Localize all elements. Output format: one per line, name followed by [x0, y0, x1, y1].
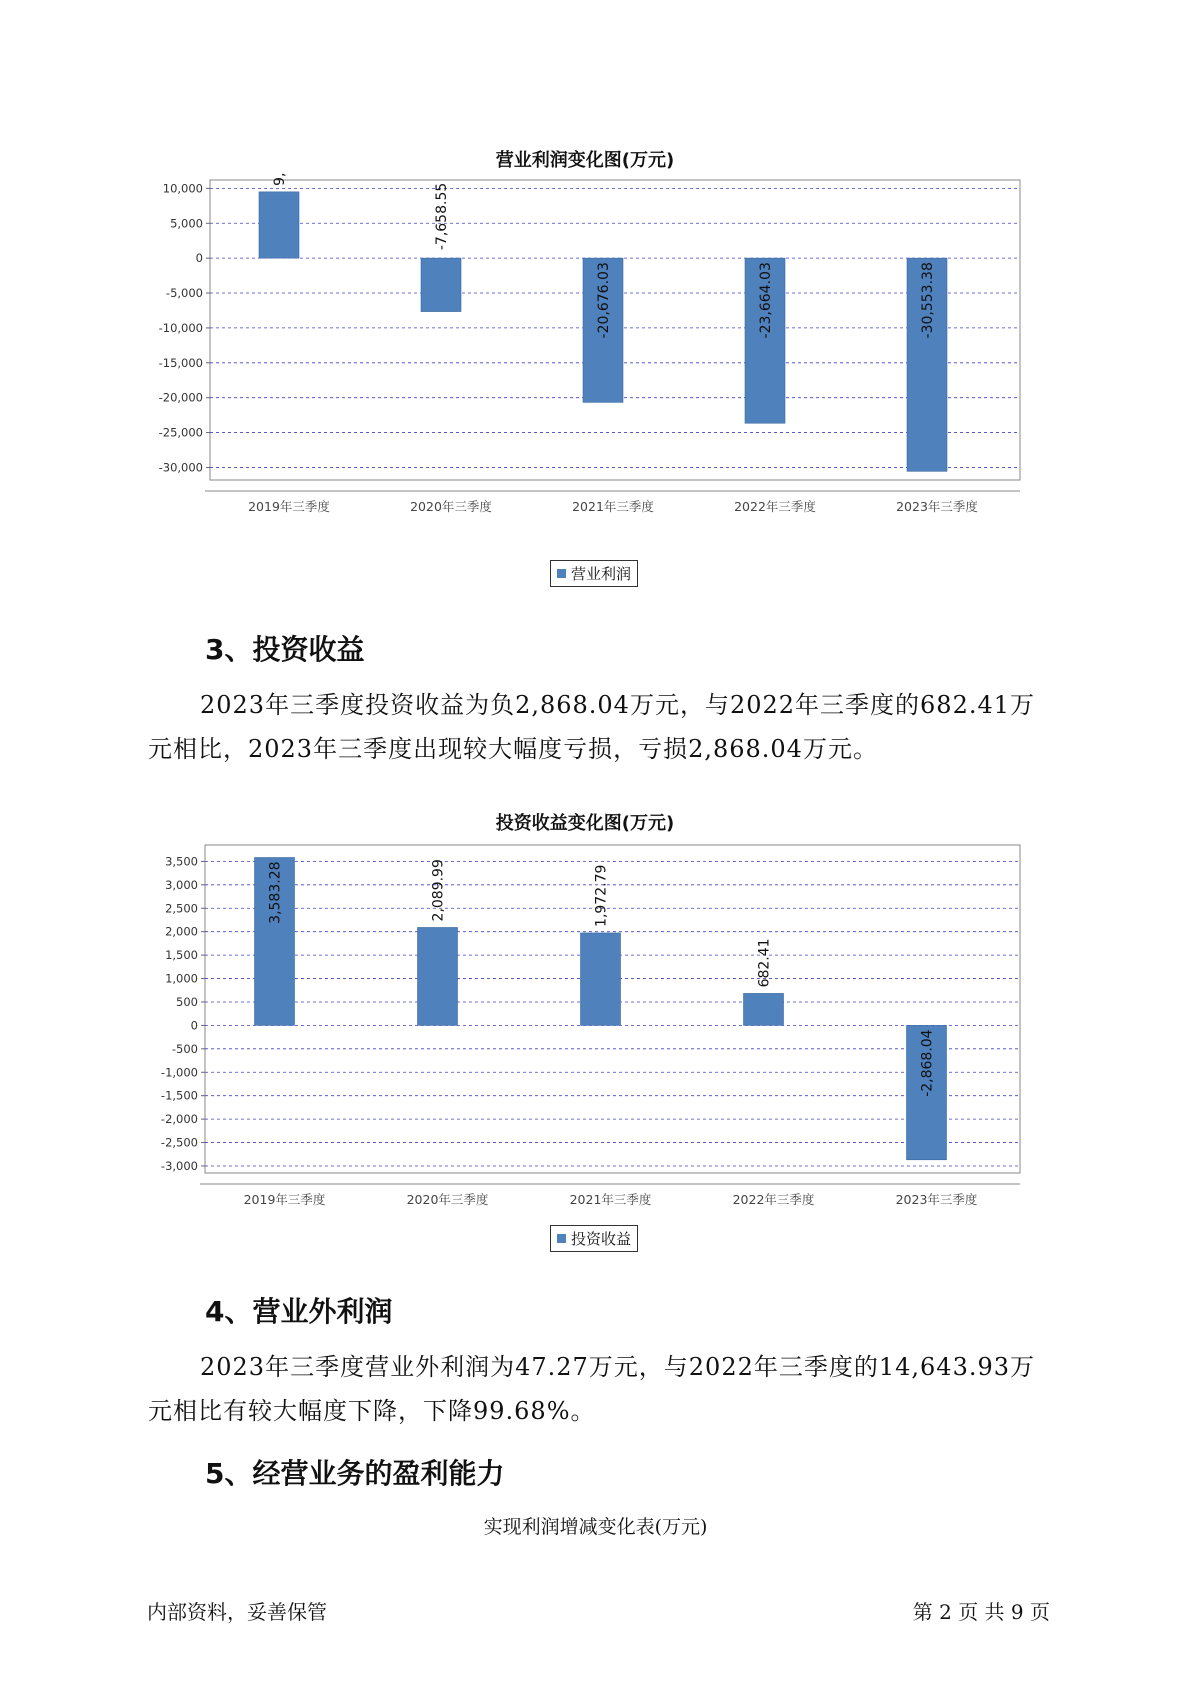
- y-tick-label: -1,000: [160, 1065, 198, 1080]
- bar-value-label: 1,972.79: [593, 864, 610, 927]
- y-tick-label: -15,000: [158, 355, 203, 370]
- bar-value-label: -23,664.03: [758, 262, 774, 339]
- bar-value-label: -20,676.03: [596, 262, 612, 339]
- section-paragraph: [148, 1345, 1048, 1433]
- investment-income-chart-plot: [150, 845, 1020, 1270]
- y-tick-label: 3,000: [165, 877, 198, 892]
- x-tick-label: 2022年三季度: [734, 499, 816, 514]
- chart-title: 营业利润变化图(万元): [495, 150, 675, 171]
- bar-value-label: 9,: [272, 172, 288, 186]
- section-paragraph: [148, 683, 1048, 771]
- table-caption: 实现利润增减变化表(万元): [483, 1516, 708, 1538]
- x-tick-label: 2023年三季度: [896, 499, 978, 514]
- operating-profit-chart-plot: [150, 172, 1020, 600]
- legend-swatch: [557, 1234, 566, 1243]
- y-tick-label: 500: [176, 994, 198, 1009]
- y-tick-label: 5,000: [170, 216, 203, 231]
- footer-page-number: 第 2 页 共 9 页: [912, 1600, 1050, 1624]
- bar-value-label: 682.41: [756, 938, 773, 988]
- chart-legend: [550, 560, 638, 587]
- x-tick-label: 2020年三季度: [406, 1192, 489, 1207]
- paragraph-text: 2023年三季度投资收益为负2,868.04万元，与2022年三季度的682.41万元相比，2023年三季度出现较大幅度亏损，亏损2,868.04万元。: [148, 691, 1036, 763]
- bar-value-label: -7,658.55: [434, 182, 450, 251]
- y-tick-label: 1,000: [165, 971, 198, 986]
- y-tick-label: 0: [195, 251, 203, 266]
- y-tick-label: -2,000: [160, 1112, 198, 1127]
- bar-value-label: -2,868.04: [919, 1029, 936, 1097]
- y-tick-label: -2,500: [160, 1135, 198, 1150]
- footer-left: 内部资料，妥善保管: [147, 1600, 327, 1624]
- y-tick-label: -25,000: [158, 425, 203, 440]
- y-tick-label: -1,500: [160, 1088, 198, 1103]
- bar: [744, 993, 784, 1025]
- operating-profit-chart: [150, 140, 1020, 600]
- y-tick-label: -20,000: [158, 390, 203, 405]
- y-tick-label: 1,500: [165, 948, 198, 963]
- y-tick-label: 2,500: [165, 901, 198, 916]
- x-tick-label: 2019年三季度: [248, 499, 330, 514]
- section-heading: 3、投资收益: [205, 633, 365, 666]
- chart-legend: [550, 1225, 638, 1252]
- y-tick-label: 0: [190, 1018, 198, 1033]
- y-tick-label: -5,000: [165, 286, 203, 301]
- bar-value-label: -30,553.38: [920, 262, 936, 339]
- y-tick-label: 10,000: [162, 181, 203, 196]
- y-tick-label: 2,000: [165, 924, 198, 939]
- y-tick-label: 3,500: [165, 854, 198, 869]
- bar: [259, 192, 299, 258]
- x-tick-label: 2021年三季度: [572, 499, 654, 514]
- legend-label: 营业利润: [571, 565, 632, 583]
- chart-title: 投资收益变化图(万元): [495, 813, 675, 834]
- x-tick-label: 2022年三季度: [732, 1192, 815, 1207]
- bar: [418, 927, 458, 1025]
- y-tick-label: -3,000: [160, 1158, 198, 1173]
- y-tick-label: -10,000: [158, 320, 203, 335]
- bar-value-label: 2,089.99: [430, 859, 447, 922]
- legend-label: 投资收益: [571, 1230, 632, 1248]
- x-tick-label: 2020年三季度: [410, 499, 492, 514]
- x-tick-label: 2021年三季度: [569, 1192, 652, 1207]
- section-heading: 5、经营业务的盈利能力: [205, 1457, 505, 1490]
- x-tick-label: 2023年三季度: [895, 1192, 978, 1207]
- bar: [421, 258, 461, 311]
- x-tick-label: 2019年三季度: [243, 1192, 326, 1207]
- bar: [581, 933, 621, 1025]
- paragraph-text: 2023年三季度营业外利润为47.27万元，与2022年三季度的14,643.93万元相比有较大幅度下降，下降99.68%。: [148, 1353, 1036, 1425]
- section-heading: 4、营业外利润: [205, 1295, 393, 1328]
- bar-value-label: 3,583.28: [267, 861, 284, 924]
- y-tick-label: -500: [171, 1041, 198, 1056]
- legend-swatch: [557, 569, 566, 578]
- investment-income-chart: [150, 805, 1020, 1267]
- y-tick-label: -30,000: [158, 460, 203, 475]
